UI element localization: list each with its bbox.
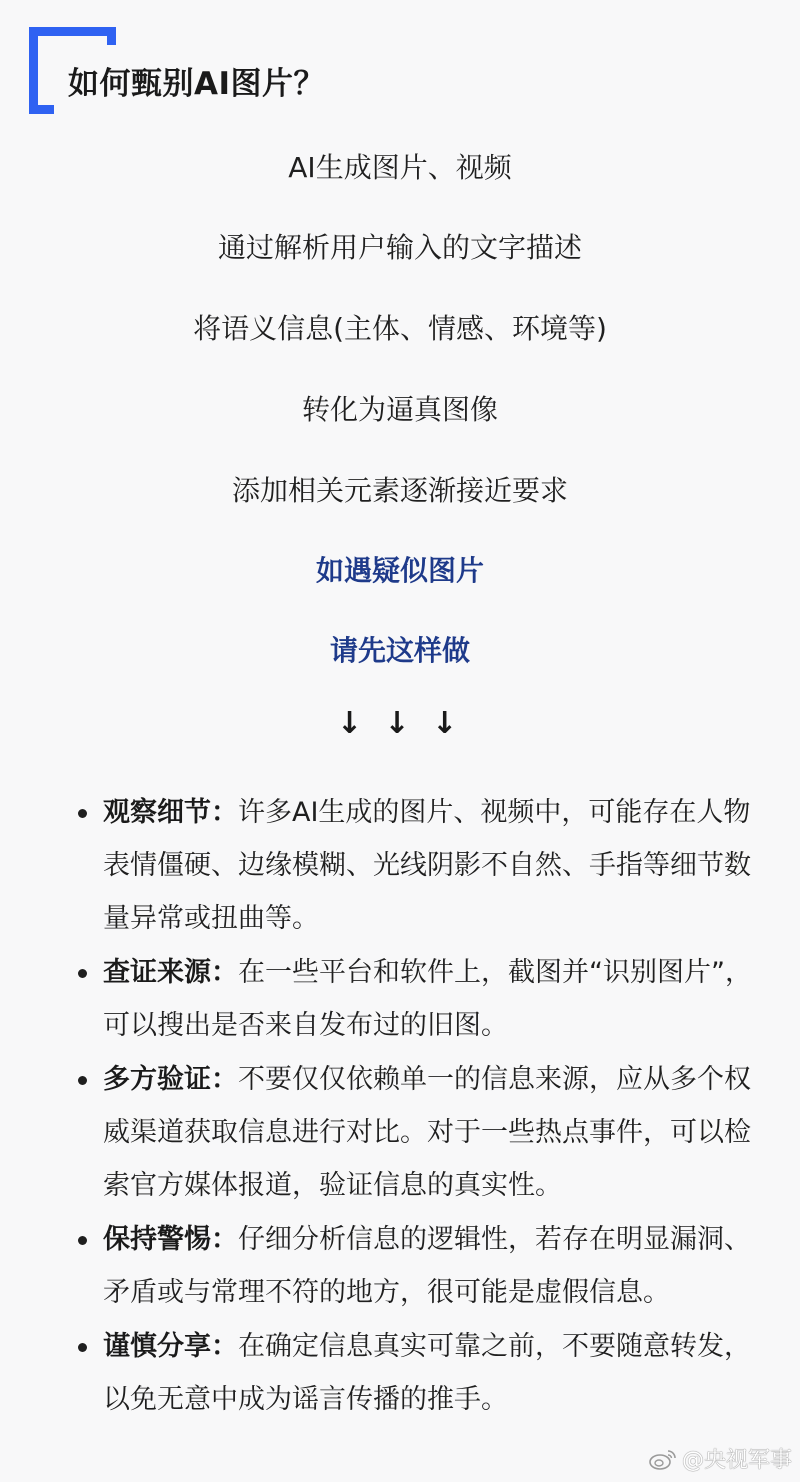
- tip-item: [76, 1053, 776, 1212]
- tip-term: 保持警惕：: [103, 1224, 238, 1255]
- bullet-icon: [78, 1076, 87, 1085]
- intro-line: 将语义信息(主体、情感、环境等): [193, 312, 607, 345]
- tip-text: 在确定信息真实可靠之前，不要随意转发，以免无意中成为谣言传播的推手。: [103, 1331, 751, 1415]
- bullet-icon: [78, 1236, 87, 1245]
- tip-text: 许多AI生成的图片、视频中，可能存在人物表情僵硬、边缘模糊、光线阴影不自然、手指等细节数量异常或扭曲等。: [103, 797, 751, 934]
- watermark-text: @央视军事: [681, 1448, 792, 1473]
- bullet-icon: [78, 809, 87, 818]
- tip-text: 仔细分析信息的逻辑性，若存在明显漏洞、矛盾或与常理不符的地方，很可能是虚假信息。: [103, 1224, 751, 1308]
- page-title: 如何甄别AI图片？: [68, 66, 326, 102]
- bullet-icon: [78, 1343, 87, 1352]
- tip-text: 在一些平台和软件上，截图并“识别图片”，可以搜出是否来自发布过的旧图。: [103, 957, 752, 1041]
- tip-term: 观察细节：: [103, 797, 238, 828]
- intro-line: 通过解析用户输入的文字描述: [217, 231, 582, 264]
- source-watermark: [648, 1443, 792, 1474]
- intro-line: 添加相关元素逐渐接近要求: [231, 474, 568, 507]
- tip-term: 谨慎分享：: [103, 1331, 238, 1362]
- highlight-line: 如遇疑似图片: [315, 554, 484, 587]
- intro-line: 转化为逼真图像: [301, 393, 498, 426]
- bullet-icon: [78, 969, 87, 978]
- highlight-line: 请先这样做: [329, 634, 470, 667]
- tip-text: 不要仅仅依赖单一的信息来源，应从多个权威渠道获取信息进行对比。对于一些热点事件，可以检索官方媒体报道，验证信息的真实性。: [103, 1064, 751, 1201]
- tip-item: [76, 1320, 776, 1426]
- down-arrows-icon: ↓ ↓ ↓: [336, 706, 464, 741]
- tip-item: [76, 786, 776, 945]
- tip-item: [76, 946, 776, 1052]
- tip-item: [76, 1213, 776, 1319]
- tip-term: 查证来源：: [103, 957, 238, 988]
- weibo-icon: [648, 1447, 678, 1471]
- intro-line: AI生成图片、视频: [288, 151, 512, 184]
- tip-term: 多方验证：: [103, 1064, 238, 1095]
- tips-list: [76, 786, 776, 1427]
